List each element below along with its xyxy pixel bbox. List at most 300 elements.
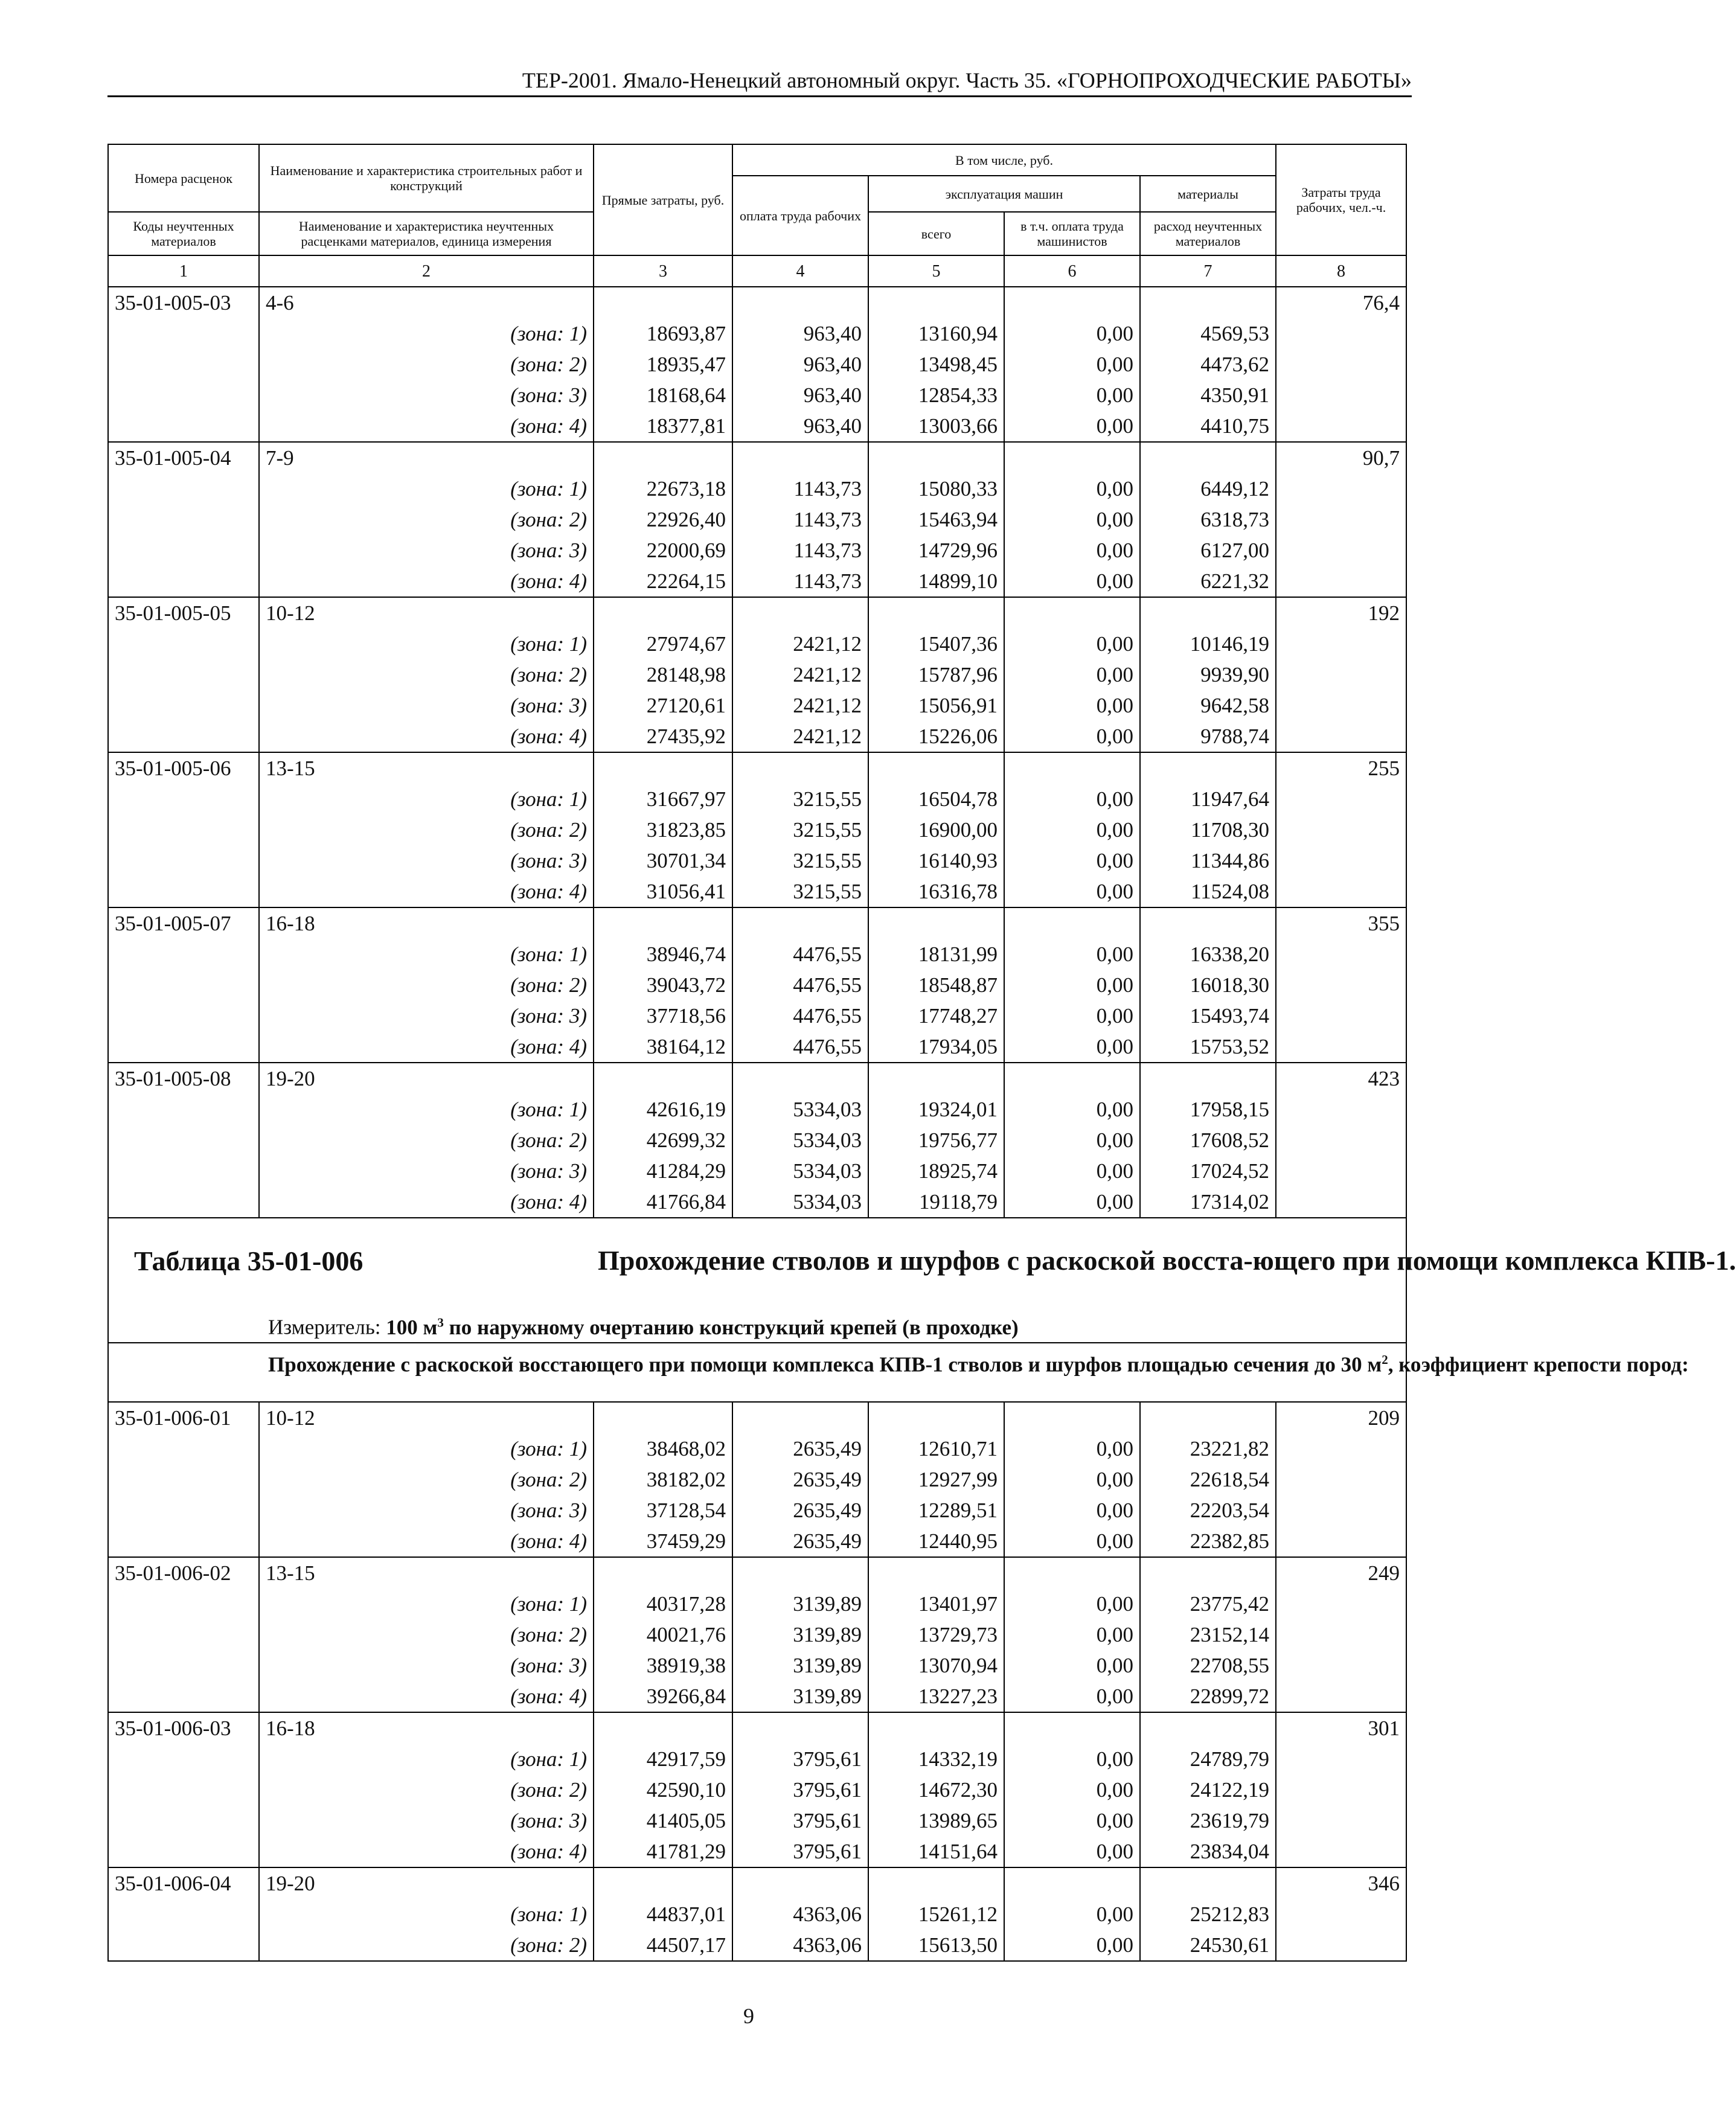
wages-cost: 2635,49 — [732, 1495, 868, 1526]
col-header-material-names: Наименование и характеристика неучтенных расценками материалов, единица измерения — [259, 212, 594, 255]
direct-cost: 27120,61 — [594, 690, 732, 721]
labor-cost: 423 — [1276, 1063, 1406, 1094]
wages-cost: 963,40 — [732, 349, 868, 380]
empty-cell — [868, 287, 1004, 318]
empty-cell — [1276, 318, 1406, 349]
rock-hardness: 13-15 — [259, 752, 594, 784]
materials-cost: 6318,73 — [1140, 504, 1276, 535]
materials-cost: 11947,64 — [1140, 784, 1276, 814]
empty-cell — [108, 1619, 259, 1650]
operators-cost: 0,00 — [1004, 1156, 1140, 1186]
work-description-rest: , коэффициент крепости пород: — [1388, 1352, 1689, 1377]
table-header — [108, 144, 1406, 287]
running-header: ТЕР-2001. Ямало-Ненецкий автономный округ. Часть 35. «ГОРНОПРОХОДЧЕСКИЕ РАБОТЫ» — [522, 68, 1412, 92]
empty-cell — [108, 1774, 259, 1805]
empty-cell — [108, 1681, 259, 1712]
labor-cost: 90,7 — [1276, 442, 1406, 473]
empty-cell — [1276, 659, 1406, 690]
empty-cell — [594, 1867, 732, 1899]
direct-cost: 44507,17 — [594, 1930, 732, 1961]
operators-cost: 0,00 — [1004, 1650, 1140, 1681]
rate-row — [108, 1867, 1406, 1899]
zone-row — [108, 659, 1406, 690]
wages-cost: 2421,12 — [732, 629, 868, 659]
machines-cost: 14899,10 — [868, 566, 1004, 597]
zone-row — [108, 721, 1406, 752]
wages-cost: 3139,89 — [732, 1650, 868, 1681]
labor-cost: 192 — [1276, 597, 1406, 629]
direct-cost: 41284,29 — [594, 1156, 732, 1186]
materials-cost: 15753,52 — [1140, 1031, 1276, 1063]
machines-cost: 12610,71 — [868, 1433, 1004, 1464]
rate-row — [108, 752, 1406, 784]
zone-label: (зона: 3) — [259, 1805, 594, 1836]
materials-cost: 17958,15 — [1140, 1094, 1276, 1125]
rock-hardness: 16-18 — [259, 907, 594, 939]
zone-label: (зона: 1) — [259, 784, 594, 814]
empty-cell — [108, 1031, 259, 1063]
col-header-machines-total: всего — [868, 212, 1004, 255]
direct-cost: 18168,64 — [594, 380, 732, 411]
empty-cell — [594, 1402, 732, 1433]
machines-cost: 18925,74 — [868, 1156, 1004, 1186]
machines-cost: 19118,79 — [868, 1186, 1004, 1218]
empty-cell — [108, 1094, 259, 1125]
direct-cost: 44837,01 — [594, 1899, 732, 1930]
empty-cell — [1276, 349, 1406, 380]
materials-cost: 17024,52 — [1140, 1156, 1276, 1186]
measure-unit — [268, 1315, 1019, 1340]
operators-cost: 0,00 — [1004, 1588, 1140, 1619]
empty-cell — [732, 1557, 868, 1588]
materials-cost: 4473,62 — [1140, 349, 1276, 380]
empty-cell — [1004, 1712, 1140, 1744]
empty-cell — [1276, 504, 1406, 535]
empty-cell — [108, 1156, 259, 1186]
labor-cost: 209 — [1276, 1402, 1406, 1433]
empty-cell — [1140, 1557, 1276, 1588]
empty-cell — [108, 1000, 259, 1031]
operators-cost: 0,00 — [1004, 1899, 1140, 1930]
empty-cell — [108, 1836, 259, 1867]
empty-cell — [1276, 1805, 1406, 1836]
empty-cell — [732, 1712, 868, 1744]
zone-row — [108, 784, 1406, 814]
operators-cost: 0,00 — [1004, 721, 1140, 752]
direct-cost: 39266,84 — [594, 1681, 732, 1712]
machines-cost: 13160,94 — [868, 318, 1004, 349]
materials-cost: 10146,19 — [1140, 629, 1276, 659]
empty-cell — [732, 287, 868, 318]
rate-code: 35-01-006-04 — [108, 1867, 259, 1899]
zone-label: (зона: 4) — [259, 1836, 594, 1867]
empty-cell — [732, 907, 868, 939]
direct-cost: 38468,02 — [594, 1433, 732, 1464]
direct-cost: 38164,12 — [594, 1031, 732, 1063]
zone-label: (зона: 4) — [259, 876, 594, 907]
machines-cost: 17748,27 — [868, 1000, 1004, 1031]
rate-row — [108, 1712, 1406, 1744]
rate-row — [108, 907, 1406, 939]
zone-label: (зона: 2) — [259, 1774, 594, 1805]
rate-row — [108, 597, 1406, 629]
col-number: 7 — [1140, 255, 1276, 287]
empty-cell — [108, 1805, 259, 1836]
section-006 — [108, 1218, 1736, 1402]
subheading-cell — [108, 1343, 1689, 1402]
machines-cost: 15613,50 — [868, 1930, 1004, 1961]
measure-unit-prefix: Измеритель: — [268, 1315, 381, 1339]
direct-cost: 22264,15 — [594, 566, 732, 597]
rock-hardness: 4-6 — [259, 287, 594, 318]
empty-cell — [108, 473, 259, 504]
materials-cost: 6449,12 — [1140, 473, 1276, 504]
direct-cost: 18693,87 — [594, 318, 732, 349]
empty-cell — [1004, 597, 1140, 629]
materials-cost: 22618,54 — [1140, 1464, 1276, 1495]
col-header-including: В том числе, руб. — [732, 144, 1276, 176]
operators-cost: 0,00 — [1004, 1125, 1140, 1156]
zone-label: (зона: 3) — [259, 380, 594, 411]
machines-cost: 18131,99 — [868, 939, 1004, 970]
operators-cost: 0,00 — [1004, 814, 1140, 845]
empty-cell — [108, 1186, 259, 1218]
wages-cost: 2635,49 — [732, 1526, 868, 1557]
empty-cell — [108, 566, 259, 597]
empty-cell — [868, 442, 1004, 473]
empty-cell — [108, 504, 259, 535]
empty-cell — [108, 1125, 259, 1156]
empty-cell — [108, 970, 259, 1000]
zone-row — [108, 1464, 1406, 1495]
empty-cell — [108, 349, 259, 380]
machines-cost: 18548,87 — [868, 970, 1004, 1000]
work-description — [268, 1347, 1689, 1378]
machines-cost: 12927,99 — [868, 1464, 1004, 1495]
zone-label: (зона: 3) — [259, 1650, 594, 1681]
materials-cost: 11524,08 — [1140, 876, 1276, 907]
operators-cost: 0,00 — [1004, 380, 1140, 411]
direct-cost: 27974,67 — [594, 629, 732, 659]
materials-cost: 4350,91 — [1140, 380, 1276, 411]
rate-code: 35-01-006-01 — [108, 1402, 259, 1433]
table-body-005 — [108, 287, 1406, 1218]
direct-cost: 31823,85 — [594, 814, 732, 845]
operators-cost: 0,00 — [1004, 1774, 1140, 1805]
rock-hardness: 7-9 — [259, 442, 594, 473]
direct-cost: 41766,84 — [594, 1186, 732, 1218]
empty-cell — [594, 1712, 732, 1744]
zone-label: (зона: 3) — [259, 1000, 594, 1031]
page-number: 9 — [743, 2004, 754, 2028]
wages-cost: 1143,73 — [732, 504, 868, 535]
col-number: 6 — [1004, 255, 1140, 287]
empty-cell — [732, 752, 868, 784]
empty-cell — [108, 1464, 259, 1495]
rate-code: 35-01-005-03 — [108, 287, 259, 318]
zone-label: (зона: 3) — [259, 1495, 594, 1526]
machines-cost: 12289,51 — [868, 1495, 1004, 1526]
rock-hardness: 19-20 — [259, 1867, 594, 1899]
empty-cell — [108, 1899, 259, 1930]
zone-row — [108, 566, 1406, 597]
empty-cell — [1276, 1433, 1406, 1464]
direct-cost: 42699,32 — [594, 1125, 732, 1156]
empty-cell — [1140, 1712, 1276, 1744]
wages-cost: 3795,61 — [732, 1836, 868, 1867]
zone-row — [108, 814, 1406, 845]
zone-label: (зона: 3) — [259, 690, 594, 721]
header-rule — [107, 95, 1412, 97]
materials-cost: 17608,52 — [1140, 1125, 1276, 1156]
empty-cell — [1004, 287, 1140, 318]
wages-cost: 2421,12 — [732, 690, 868, 721]
empty-cell — [1276, 1526, 1406, 1557]
direct-cost: 40317,28 — [594, 1588, 732, 1619]
operators-cost: 0,00 — [1004, 1744, 1140, 1774]
direct-cost: 38946,74 — [594, 939, 732, 970]
zone-label: (зона: 4) — [259, 411, 594, 442]
zone-label: (зона: 1) — [259, 1899, 594, 1930]
direct-cost: 22673,18 — [594, 473, 732, 504]
zone-label: (зона: 1) — [259, 1433, 594, 1464]
zone-row — [108, 690, 1406, 721]
zone-label: (зона: 2) — [259, 1125, 594, 1156]
zone-label: (зона: 3) — [259, 1156, 594, 1186]
empty-cell — [732, 1867, 868, 1899]
direct-cost: 42590,10 — [594, 1774, 732, 1805]
empty-cell — [1276, 721, 1406, 752]
operators-cost: 0,00 — [1004, 1433, 1140, 1464]
direct-cost: 31667,97 — [594, 784, 732, 814]
machines-cost: 15463,94 — [868, 504, 1004, 535]
empty-cell — [1004, 907, 1140, 939]
wages-cost: 3139,89 — [732, 1588, 868, 1619]
col-header-wages: оплата труда рабочих — [732, 176, 868, 255]
operators-cost: 0,00 — [1004, 318, 1140, 349]
empty-cell — [594, 597, 732, 629]
rate-row — [108, 1402, 1406, 1433]
materials-cost: 11708,30 — [1140, 814, 1276, 845]
empty-cell — [732, 597, 868, 629]
materials-cost: 6221,32 — [1140, 566, 1276, 597]
empty-cell — [1276, 566, 1406, 597]
empty-cell — [1276, 380, 1406, 411]
materials-cost: 16018,30 — [1140, 970, 1276, 1000]
materials-cost: 22708,55 — [1140, 1650, 1276, 1681]
empty-cell — [1276, 629, 1406, 659]
machines-cost: 15407,36 — [868, 629, 1004, 659]
empty-cell — [1276, 1094, 1406, 1125]
zone-label: (зона: 1) — [259, 629, 594, 659]
empty-cell — [108, 318, 259, 349]
labor-cost: 346 — [1276, 1867, 1406, 1899]
direct-cost: 39043,72 — [594, 970, 732, 1000]
empty-cell — [1276, 1744, 1406, 1774]
wages-cost: 963,40 — [732, 411, 868, 442]
operators-cost: 0,00 — [1004, 690, 1140, 721]
empty-cell — [732, 1063, 868, 1094]
empty-cell — [108, 1744, 259, 1774]
empty-cell — [1276, 1899, 1406, 1930]
rate-code: 35-01-005-08 — [108, 1063, 259, 1094]
operators-cost: 0,00 — [1004, 535, 1140, 566]
rock-hardness: 19-20 — [259, 1063, 594, 1094]
machines-cost: 13989,65 — [868, 1805, 1004, 1836]
empty-cell — [1276, 876, 1406, 907]
empty-cell — [1276, 1619, 1406, 1650]
materials-cost: 22203,54 — [1140, 1495, 1276, 1526]
empty-cell — [1276, 845, 1406, 876]
empty-cell — [594, 907, 732, 939]
direct-cost: 31056,41 — [594, 876, 732, 907]
materials-cost: 16338,20 — [1140, 939, 1276, 970]
empty-cell — [594, 1063, 732, 1094]
direct-cost: 18935,47 — [594, 349, 732, 380]
direct-cost: 27435,92 — [594, 721, 732, 752]
zone-label: (зона: 4) — [259, 1186, 594, 1218]
machines-cost: 13401,97 — [868, 1588, 1004, 1619]
rate-code: 35-01-005-04 — [108, 442, 259, 473]
empty-cell — [594, 752, 732, 784]
col-number: 4 — [732, 255, 868, 287]
empty-cell — [1140, 1402, 1276, 1433]
section-heading-cell — [108, 1218, 1736, 1343]
empty-cell — [1004, 1063, 1140, 1094]
zone-row — [108, 1495, 1406, 1526]
empty-cell — [108, 721, 259, 752]
rock-hardness: 16-18 — [259, 1712, 594, 1744]
materials-cost: 11344,86 — [1140, 845, 1276, 876]
zone-row — [108, 845, 1406, 876]
machines-cost: 12440,95 — [868, 1526, 1004, 1557]
machines-cost: 12854,33 — [868, 380, 1004, 411]
operators-cost: 0,00 — [1004, 1930, 1140, 1961]
operators-cost: 0,00 — [1004, 1805, 1140, 1836]
col-number: 3 — [594, 255, 732, 287]
empty-cell — [108, 1526, 259, 1557]
operators-cost: 0,00 — [1004, 970, 1140, 1000]
operators-cost: 0,00 — [1004, 659, 1140, 690]
operators-cost: 0,00 — [1004, 784, 1140, 814]
direct-cost: 22000,69 — [594, 535, 732, 566]
empty-cell — [1276, 1000, 1406, 1031]
empty-cell — [1276, 411, 1406, 442]
operators-cost: 0,00 — [1004, 1526, 1140, 1557]
materials-cost: 23775,42 — [1140, 1588, 1276, 1619]
zone-label: (зона: 1) — [259, 318, 594, 349]
direct-cost: 37128,54 — [594, 1495, 732, 1526]
empty-cell — [1004, 752, 1140, 784]
machines-cost: 13227,23 — [868, 1681, 1004, 1712]
zone-row — [108, 1000, 1406, 1031]
empty-cell — [1276, 1930, 1406, 1961]
materials-cost: 4569,53 — [1140, 318, 1276, 349]
empty-cell — [108, 1433, 259, 1464]
zone-row — [108, 1774, 1406, 1805]
wages-cost: 3215,55 — [732, 845, 868, 876]
empty-cell — [1140, 287, 1276, 318]
materials-cost: 23152,14 — [1140, 1619, 1276, 1650]
empty-cell — [1276, 1464, 1406, 1495]
labor-cost: 249 — [1276, 1557, 1406, 1588]
col-number: 2 — [259, 255, 594, 287]
zone-row — [108, 629, 1406, 659]
empty-cell — [1276, 1031, 1406, 1063]
operators-cost: 0,00 — [1004, 1094, 1140, 1125]
empty-cell — [108, 659, 259, 690]
zone-row — [108, 473, 1406, 504]
empty-cell — [108, 690, 259, 721]
rock-hardness: 10-12 — [259, 597, 594, 629]
wages-cost: 4363,06 — [732, 1930, 868, 1961]
zone-row — [108, 1156, 1406, 1186]
direct-cost: 37459,29 — [594, 1526, 732, 1557]
machines-cost: 14332,19 — [868, 1744, 1004, 1774]
machines-cost: 16900,00 — [868, 814, 1004, 845]
wages-cost: 5334,03 — [732, 1186, 868, 1218]
wages-cost: 3139,89 — [732, 1619, 868, 1650]
materials-cost: 22382,85 — [1140, 1526, 1276, 1557]
wages-cost: 5334,03 — [732, 1094, 868, 1125]
wages-cost: 3795,61 — [732, 1744, 868, 1774]
materials-cost: 25212,83 — [1140, 1899, 1276, 1930]
direct-cost: 41405,05 — [594, 1805, 732, 1836]
zone-row — [108, 876, 1406, 907]
wages-cost: 1143,73 — [732, 535, 868, 566]
empty-cell — [1276, 1681, 1406, 1712]
zone-row — [108, 1588, 1406, 1619]
wages-cost: 1143,73 — [732, 473, 868, 504]
operators-cost: 0,00 — [1004, 876, 1140, 907]
materials-cost: 24789,79 — [1140, 1744, 1276, 1774]
empty-cell — [594, 287, 732, 318]
empty-cell — [1140, 907, 1276, 939]
zone-row — [108, 1744, 1406, 1774]
materials-cost: 24122,19 — [1140, 1774, 1276, 1805]
empty-cell — [1140, 597, 1276, 629]
machines-cost: 13070,94 — [868, 1650, 1004, 1681]
operators-cost: 0,00 — [1004, 1464, 1140, 1495]
zone-row — [108, 1125, 1406, 1156]
machines-cost: 13003,66 — [868, 411, 1004, 442]
materials-cost: 17314,02 — [1140, 1186, 1276, 1218]
direct-cost: 42616,19 — [594, 1094, 732, 1125]
zone-row — [108, 939, 1406, 970]
empty-cell — [1004, 442, 1140, 473]
rate-code: 35-01-005-05 — [108, 597, 259, 629]
rate-code: 35-01-005-07 — [108, 907, 259, 939]
empty-cell — [1276, 473, 1406, 504]
empty-cell — [108, 380, 259, 411]
zone-label: (зона: 3) — [259, 845, 594, 876]
wages-cost: 5334,03 — [732, 1125, 868, 1156]
labor-cost: 301 — [1276, 1712, 1406, 1744]
zone-label: (зона: 2) — [259, 659, 594, 690]
empty-cell — [868, 907, 1004, 939]
rate-code: 35-01-005-06 — [108, 752, 259, 784]
materials-cost: 6127,00 — [1140, 535, 1276, 566]
empty-cell — [108, 1588, 259, 1619]
zone-label: (зона: 4) — [259, 721, 594, 752]
direct-cost: 42917,59 — [594, 1744, 732, 1774]
rate-row — [108, 1063, 1406, 1094]
empty-cell — [1276, 1836, 1406, 1867]
zone-row — [108, 1619, 1406, 1650]
empty-cell — [594, 1557, 732, 1588]
section-title: Прохождение стволов и шурфов с раскоской восста-ющего при помощи комплекса КПВ-1. — [598, 1245, 1736, 1276]
empty-cell — [868, 1712, 1004, 1744]
